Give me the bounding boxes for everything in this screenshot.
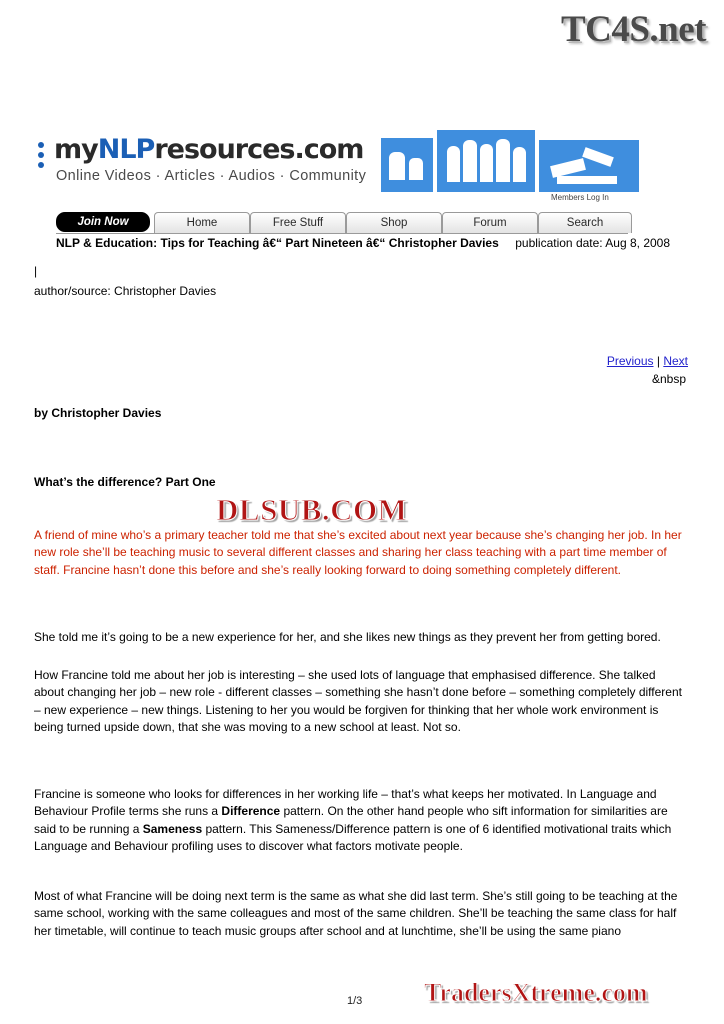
dlsub-watermark: DLSUB.COM (216, 492, 408, 527)
paragraph-5: Most of what Francine will be doing next term is the same as what she did last term. She’s still going to be teaching at the same school, working with the same colleagues and most of the same children. She’ll be teaching the same class for half her timetable, will continue to teach music groups after school and at lunchtime, she’ll be using the same piano (34, 889, 678, 938)
site-logo[interactable] (54, 134, 363, 165)
photo-tile-2 (437, 130, 535, 192)
tc4s-watermark: TC4S.net (560, 9, 706, 50)
logo-prefix: my (54, 134, 98, 165)
paragraph-4 (34, 786, 682, 856)
site-tagline: Online Videos · Articles · Audios · Community (56, 168, 367, 184)
paragraph-4-pre: Francine is someone who looks for differences in her working life – that’s what keeps her motivated. In Language and Behaviour Profile terms she runs a (34, 787, 657, 819)
paragraph-4-post: pattern. This Sameness/Difference pattern is one of 6 identified motivational traits which Language and Behaviour profiling uses to discover what factors motivate people. (34, 821, 672, 854)
author-source: author/source: Christopher Davies (34, 284, 217, 298)
nbsp-text: &nbsp (651, 372, 686, 386)
paragraph-2: She told me it’s going to be a new experience for her, and she likes new things as they prevent her from getting bored. (34, 630, 661, 644)
pager-separator: | (656, 354, 660, 368)
pipe-separator: | (34, 264, 38, 278)
nav-item-shop[interactable]: Shop (346, 212, 442, 233)
article-title-row (36, 234, 688, 252)
nav-item-search[interactable]: Search (538, 212, 632, 233)
previous-link[interactable]: Previous (606, 354, 654, 368)
nav-item-join-now[interactable]: Join Now (56, 212, 150, 232)
tradersxtreme-watermark: TradersXtreme.com (424, 978, 648, 1007)
nav-item-home[interactable]: Home (154, 212, 250, 233)
header-photo-tiles (381, 130, 641, 202)
byline: by Christopher Davies (34, 406, 162, 420)
logo-suffix: resources.com (154, 134, 364, 165)
next-link[interactable]: Next (663, 354, 688, 368)
paragraph-3: How Francine told me about her job is interesting – she used lots of language that emphasised difference. She talked about changing her job – new role - different classes – something she hasn’t done before – something completely different – new experience – new things. Listening to her you would be forgiven for thinking that her whole work environment is being turned upside down, that she was moving to a new school at least. Not so. (34, 668, 682, 735)
paragraph-1: A friend of mine who’s a primary teacher told me that she’s excited about next year because she’s changing her job. In her new role she’ll be teaching music to several different classes and sharing her class teaching with a part time member of staff. Francine hasn’t done this before and she’s really looking forward to doing something completely different. (34, 528, 682, 577)
section-subheading: What’s the difference? Part One (34, 475, 216, 489)
page-number: 1/3 (347, 995, 363, 1007)
photo-tile-3 (539, 140, 639, 192)
term-sameness: Sameness (142, 821, 203, 836)
logo-dots-icon (38, 142, 50, 176)
site-header (36, 132, 636, 202)
photo-tile-1 (381, 138, 433, 192)
paragraph-4-mid: pattern. On the other hand people who sift information for similarities are said to be running a (34, 804, 668, 836)
nav-item-forum[interactable]: Forum (442, 212, 538, 233)
article-title: NLP & Education: Tips for Teaching â€“ Part Nineteen â€“ Christopher Davies (56, 236, 499, 250)
article-pager (607, 354, 688, 368)
nav-item-free-stuff[interactable]: Free Stuff (250, 212, 346, 233)
members-login-link[interactable]: Members Log In (551, 193, 609, 202)
publication-date: publication date: Aug 8, 2008 (515, 236, 671, 250)
logo-mid: NLP (97, 134, 155, 165)
site-nav (56, 212, 626, 234)
term-difference: Difference (221, 804, 281, 819)
